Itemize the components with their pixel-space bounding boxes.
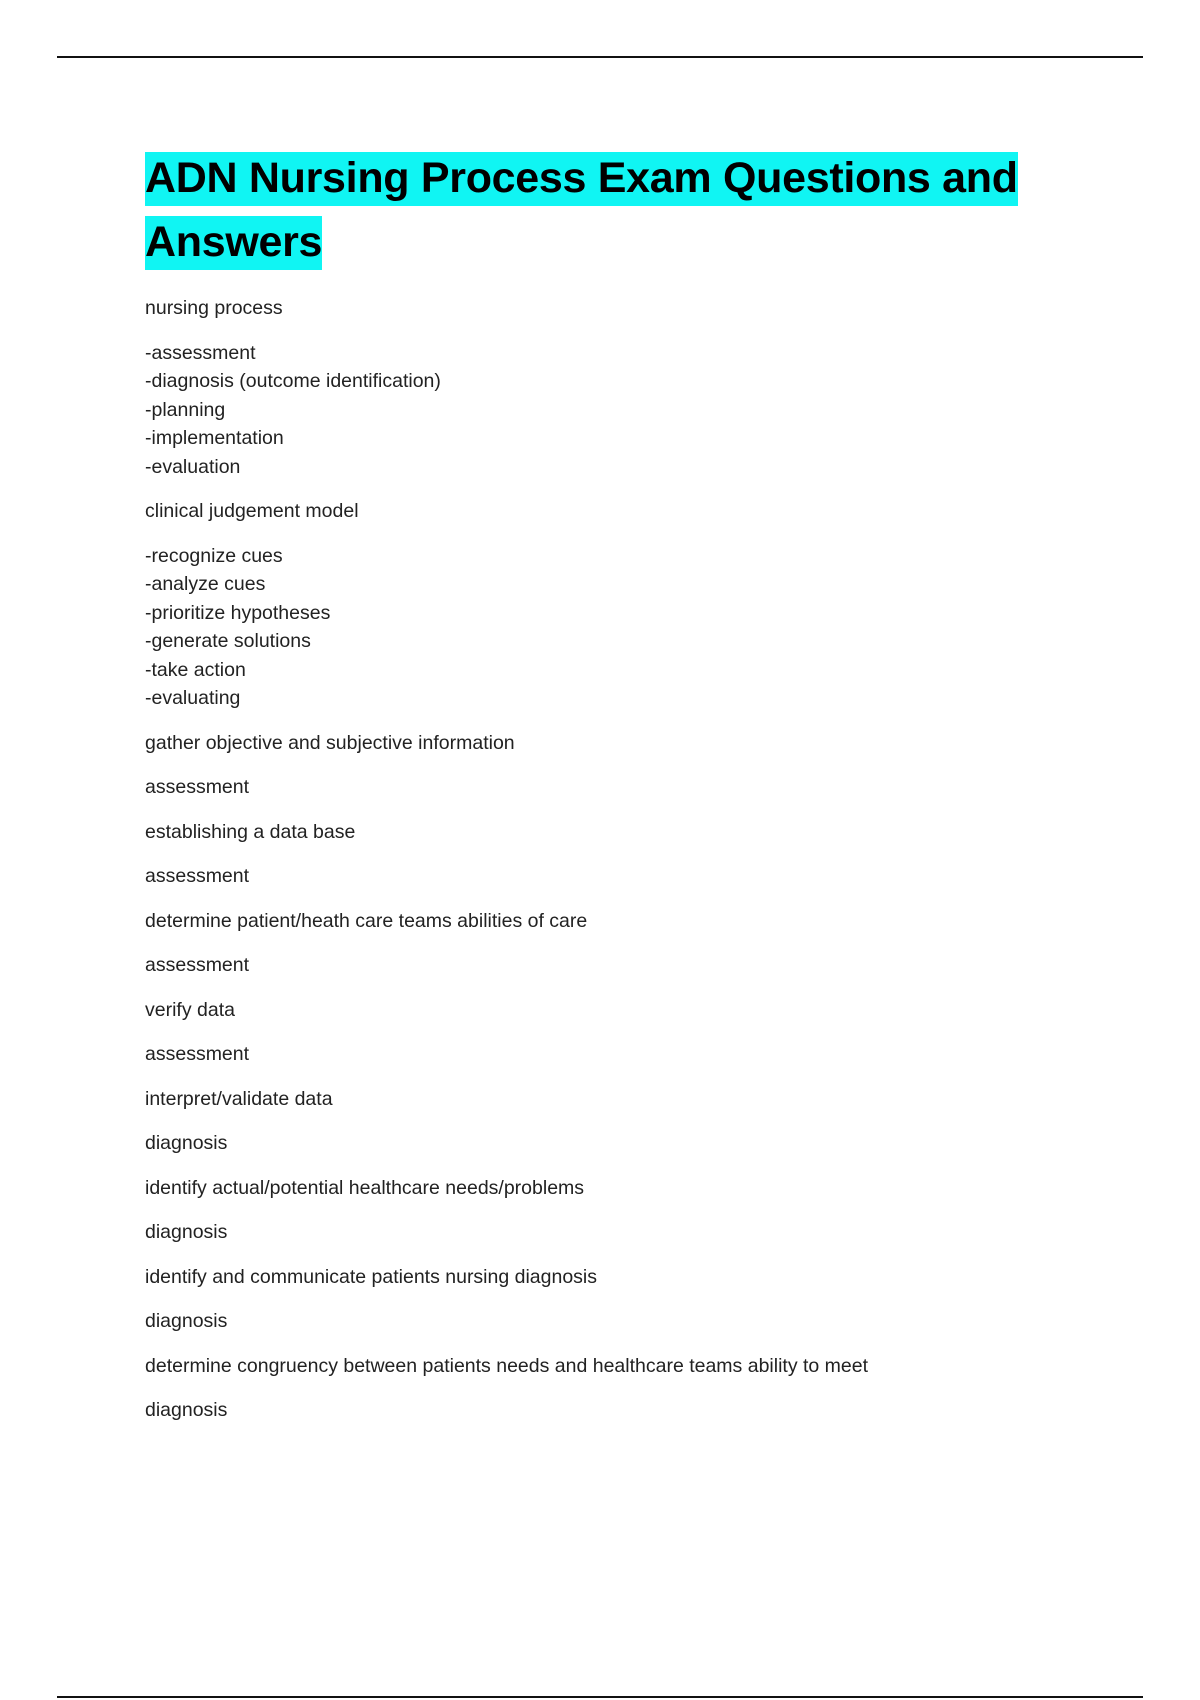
- qa-entry: [145, 294, 1125, 481]
- question-term: verify data: [145, 998, 235, 1021]
- answer-line: diagnosis: [145, 1399, 228, 1421]
- answer-line: -recognize cues: [145, 544, 283, 567]
- footer-rule: [57, 1696, 1143, 1698]
- answer-line: -assessment: [145, 341, 256, 364]
- answer-line: diagnosis: [145, 1132, 228, 1154]
- answer-line: assessment: [145, 1043, 250, 1065]
- question-term: gather objective and subjective information: [145, 731, 515, 754]
- question-term: identify and communicate patients nursing diagnosis: [145, 1265, 598, 1288]
- answer-definition: [145, 773, 1125, 802]
- answer-definition: [145, 951, 1125, 980]
- answer-line: -evaluating: [145, 687, 241, 709]
- question-term: determine patient/heath care teams abilities of care: [145, 909, 588, 932]
- qa-entry: [145, 996, 1125, 1069]
- answer-line: -take action: [145, 658, 246, 681]
- question-term: nursing process: [145, 297, 283, 319]
- document-title: [145, 146, 1125, 274]
- qa-entry: [145, 1352, 1125, 1425]
- question-term: interpret/validate data: [145, 1087, 333, 1110]
- qa-entry: [145, 1085, 1125, 1158]
- answer-line: -planning: [145, 398, 226, 421]
- answer-line: assessment: [145, 865, 250, 887]
- question-term: identify actual/potential healthcare needs/problems: [145, 1176, 585, 1199]
- qa-entry: [145, 818, 1125, 891]
- question-term: clinical judgement model: [145, 500, 359, 522]
- answer-line: -generate solutions: [145, 630, 311, 652]
- qa-entry: [145, 497, 1125, 713]
- header-rule: [57, 56, 1143, 58]
- answer-definition: [145, 1129, 1125, 1158]
- qa-entry: [145, 729, 1125, 802]
- question-term: establishing a data base: [145, 820, 356, 843]
- qa-entry: [145, 1263, 1125, 1336]
- answer-definition: [145, 542, 1125, 713]
- answer-definition: [145, 1218, 1125, 1247]
- answer-line: diagnosis: [145, 1221, 228, 1243]
- answer-definition: [145, 1396, 1125, 1425]
- answer-line: -implementation: [145, 427, 284, 449]
- qa-entry: [145, 907, 1125, 980]
- qa-list: [145, 294, 1125, 1425]
- qa-entry: [145, 1174, 1125, 1247]
- answer-line: assessment: [145, 954, 250, 976]
- answer-definition: [145, 339, 1125, 482]
- answer-line: diagnosis: [145, 1310, 228, 1332]
- answer-definition: [145, 862, 1125, 891]
- answer-line: -prioritize hypotheses: [145, 601, 331, 624]
- answer-definition: [145, 1040, 1125, 1069]
- answer-line: -diagnosis (outcome identification): [145, 370, 441, 392]
- answer-line: assessment: [145, 776, 250, 798]
- question-term: determine congruency between patients needs and healthcare teams ability to meet: [145, 1354, 869, 1377]
- answer-line: -evaluation: [145, 455, 241, 478]
- document-body: [145, 146, 1125, 1441]
- title-highlight: ADN Nursing Process Exam Questions and Answers: [145, 152, 1018, 270]
- answer-line: -analyze cues: [145, 573, 266, 595]
- answer-definition: [145, 1307, 1125, 1336]
